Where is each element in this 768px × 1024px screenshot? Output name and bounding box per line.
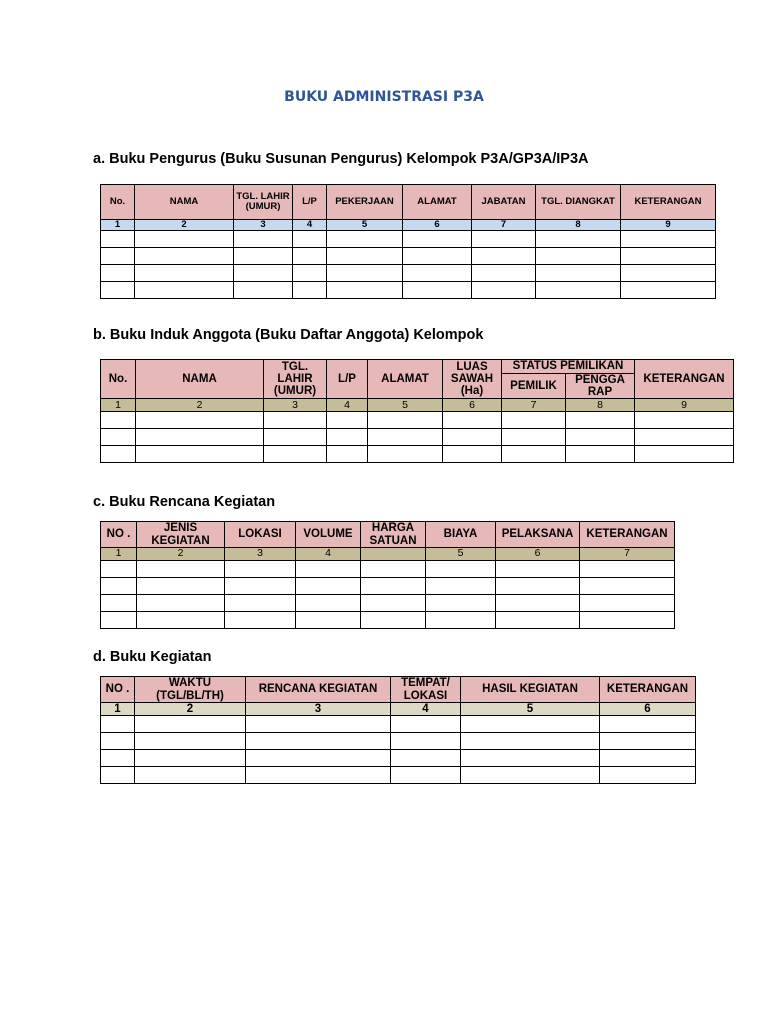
col-header-alamat: ALAMAT — [403, 185, 472, 220]
col-header-jenis-kegiatan: JENIS KEGIATAN — [137, 522, 225, 548]
column-number: 2 — [135, 220, 234, 231]
col-header-volume: VOLUME — [296, 522, 361, 548]
col-header-no: No. — [101, 360, 136, 399]
column-number: 7 — [502, 399, 566, 412]
column-number: 6 — [403, 220, 472, 231]
col-header-penggarap: PENGGA RAP — [566, 374, 635, 399]
col-header-pemilik: PEMILIK — [502, 374, 566, 399]
column-number: 9 — [621, 220, 716, 231]
table-row — [101, 412, 734, 429]
col-header-no: No. — [101, 185, 135, 220]
col-header-keterangan: KETERANGAN — [580, 522, 675, 548]
table-row — [101, 265, 716, 282]
section-a-heading: a. Buku Pengurus (Buku Susunan Pengurus) Kelompok P3A/GP3A/IP3A — [93, 151, 589, 167]
col-header-rencana-kegiatan: RENCANA KEGIATAN — [246, 677, 391, 703]
column-number: 4 — [327, 399, 368, 412]
col-header-no: NO . — [101, 677, 135, 703]
pengurus-table — [100, 184, 716, 299]
col-header-pekerjaan: PEKERJAAN — [327, 185, 403, 220]
column-number: 4 — [293, 220, 327, 231]
section-d-heading: d. Buku Kegiatan — [93, 649, 212, 665]
anggota-table — [100, 359, 734, 463]
table-row — [101, 767, 696, 784]
column-number: 3 — [225, 548, 296, 561]
table-row — [101, 282, 716, 299]
table-row — [101, 231, 716, 248]
col-header-keterangan: KETERANGAN — [600, 677, 696, 703]
column-number: 3 — [234, 220, 293, 231]
section-b-heading: b. Buku Induk Anggota (Buku Daftar Anggota) Kelompok — [93, 327, 484, 343]
column-number: 4 — [391, 703, 461, 716]
table-row — [101, 716, 696, 733]
table-row — [101, 561, 675, 578]
column-number-row — [101, 703, 696, 716]
table-row — [101, 750, 696, 767]
col-header-status-pemilikan: STATUS PEMILIKAN — [502, 360, 635, 374]
col-header-hasil-kegiatan: HASIL KEGIATAN — [461, 677, 600, 703]
column-number: 1 — [101, 399, 136, 412]
column-number: 1 — [101, 220, 135, 231]
table-row — [101, 248, 716, 265]
col-header-keterangan: KETERANGAN — [635, 360, 734, 399]
col-header-luas-sawah: LUAS SAWAH (Ha) — [443, 360, 502, 399]
column-number: 5 — [368, 399, 443, 412]
col-header-pelaksana: PELAKSANA — [496, 522, 580, 548]
col-header-nama: NAMA — [136, 360, 264, 399]
page-title: BUKU ADMINISTRASI P3A — [284, 89, 484, 105]
kegiatan-table — [100, 676, 696, 784]
column-number: 9 — [635, 399, 734, 412]
column-number-row — [101, 548, 675, 561]
column-number: 7 — [472, 220, 536, 231]
table-row — [101, 446, 734, 463]
column-number: 1 — [101, 703, 135, 716]
col-header-harga-satuan: HARGA SATUAN — [361, 522, 426, 548]
table-row — [101, 578, 675, 595]
column-number: 6 — [443, 399, 502, 412]
column-number: 2 — [136, 399, 264, 412]
col-header-lokasi: LOKASI — [225, 522, 296, 548]
col-header-jabatan: JABATAN — [472, 185, 536, 220]
col-header-waktu: WAKTU (TGL/BL/TH) — [135, 677, 246, 703]
column-number: 8 — [566, 399, 635, 412]
table-row — [101, 733, 696, 750]
col-header-biaya: BIAYA — [426, 522, 496, 548]
column-number: 2 — [137, 548, 225, 561]
col-header-lp: L/P — [293, 185, 327, 220]
col-header-alamat: ALAMAT — [368, 360, 443, 399]
column-number: 3 — [246, 703, 391, 716]
rencana-kegiatan-table — [100, 521, 675, 629]
column-number: 5 — [426, 548, 496, 561]
column-number: 1 — [101, 548, 137, 561]
column-number: 7 — [580, 548, 675, 561]
column-number: 3 — [264, 399, 327, 412]
col-header-tempat-lokasi: TEMPAT/ LOKASI — [391, 677, 461, 703]
col-header-keterangan: KETERANGAN — [621, 185, 716, 220]
column-number — [361, 548, 426, 561]
col-header-no: NO . — [101, 522, 137, 548]
col-header-tgl-lahir: TGL. LAHIR (UMUR) — [234, 185, 293, 220]
table-row — [101, 595, 675, 612]
column-number: 5 — [327, 220, 403, 231]
col-header-tgl-diangkat: TGL. DIANGKAT — [536, 185, 621, 220]
col-header-tgl-lahir: TGL. LAHIR (UMUR) — [264, 360, 327, 399]
column-number: 5 — [461, 703, 600, 716]
column-number: 2 — [135, 703, 246, 716]
column-number-row — [101, 399, 734, 412]
column-number: 4 — [296, 548, 361, 561]
col-header-nama: NAMA — [135, 185, 234, 220]
col-header-lp: L/P — [327, 360, 368, 399]
column-number-row — [101, 220, 716, 231]
column-number: 8 — [536, 220, 621, 231]
column-number: 6 — [496, 548, 580, 561]
table-row — [101, 429, 734, 446]
column-number: 6 — [600, 703, 696, 716]
section-c-heading: c. Buku Rencana Kegiatan — [93, 494, 276, 510]
table-row — [101, 612, 675, 629]
